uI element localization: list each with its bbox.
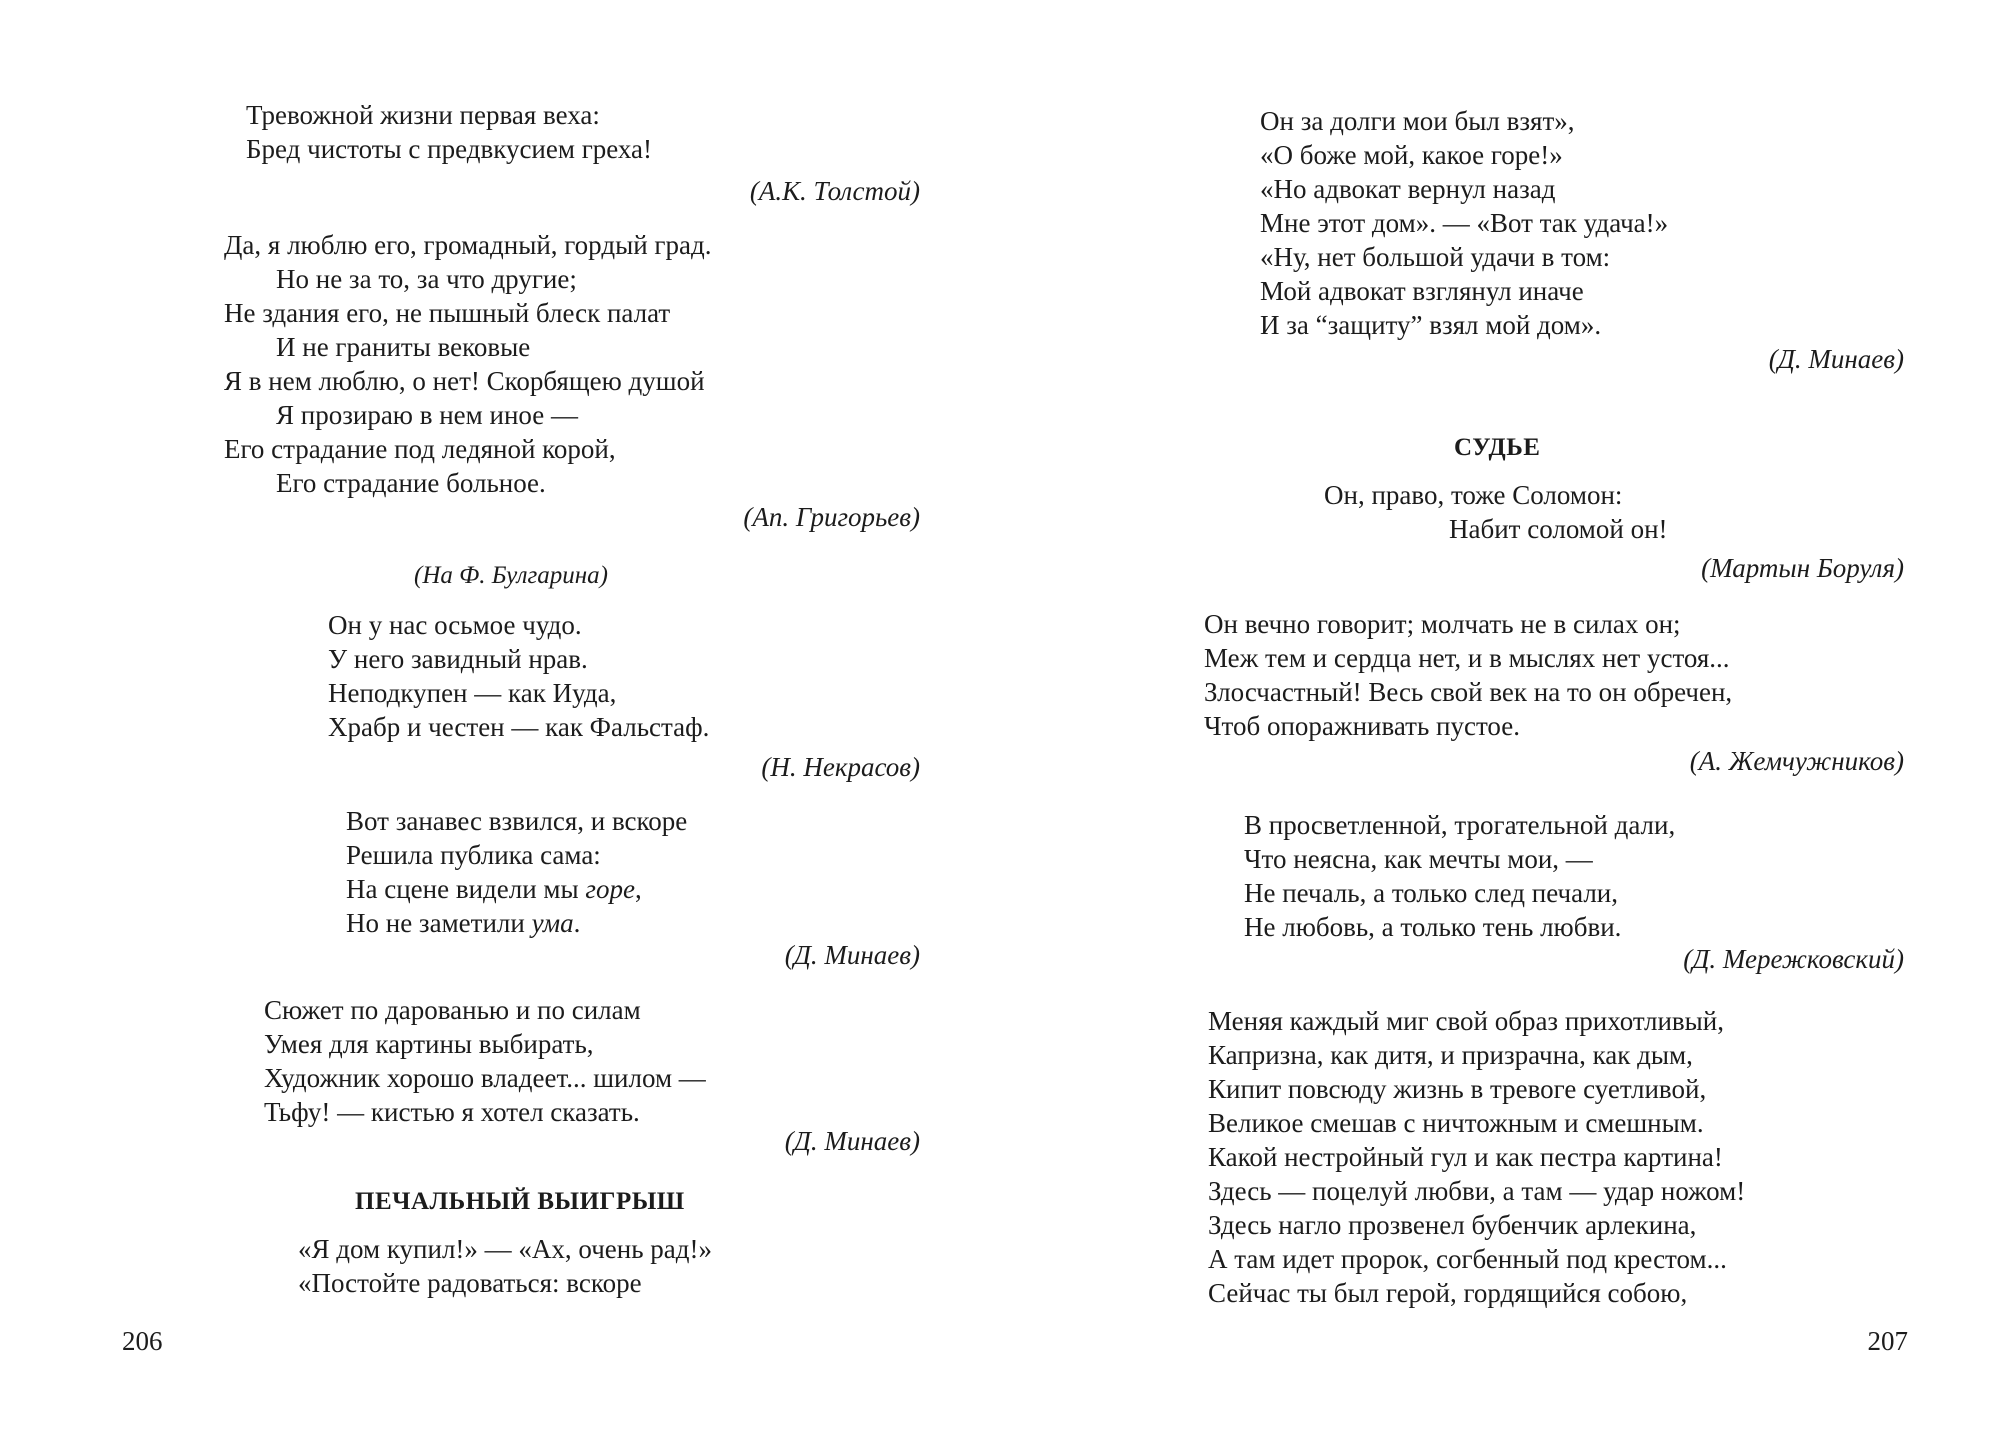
poem-block: [1208, 1004, 1745, 1310]
poem-line: [346, 872, 687, 906]
author-attribution: (Н. Некрасов): [761, 752, 920, 782]
poem-line: Какой нестройный гул и как пестра картина!: [1208, 1142, 1723, 1172]
poem-line: Здесь — поцелуй любви, а там — удар ножом!: [1208, 1176, 1746, 1206]
author-attribution: (Ап. Григорьев): [743, 502, 920, 532]
poem-line: Не здания его, не пышный блеск палат: [224, 298, 671, 328]
poem-line: Мой адвокат взглянул иначе: [1260, 276, 1584, 306]
emphasis-word: ума: [531, 908, 574, 938]
poem-line: Что неясна, как мечты мои, —: [1244, 844, 1593, 874]
poem-line: Его страдание больное.: [276, 468, 546, 498]
author-attribution: (Д. Минаев): [1768, 344, 1904, 374]
poem-line: Набит соломой он!: [1449, 514, 1668, 544]
poem-line: Сюжет по дарованью и по силам: [264, 995, 641, 1025]
poem-line: Храбр и честен — как Фальстаф.: [328, 712, 710, 742]
poem-line: Тьфу! — кистью я хотел сказать.: [264, 1097, 640, 1127]
poem-line: Он у нас осьмое чудо.: [328, 610, 582, 640]
poem-line: Он вечно говорит; молчать не в силах он;: [1204, 609, 1681, 639]
poem-line: Неподкупен — как Иуда,: [328, 678, 617, 708]
poem-block: [264, 993, 706, 1129]
poem-title: ПЕЧАЛЬНЫЙ ВЫИГРЫШ: [355, 1188, 685, 1215]
poem-title: СУДЬЕ: [1454, 434, 1541, 461]
poem-line: Он, право, тоже Соломон:: [1324, 480, 1623, 510]
poem-block: [1260, 104, 1668, 342]
poem-subtitle: (На Ф. Булгарина): [414, 562, 608, 589]
poem-line: В просветленной, трогательной дали,: [1244, 810, 1676, 840]
line-text: Но не заметили: [346, 908, 532, 938]
poem-line: Меняя каждый миг свой образ прихотливый,: [1208, 1006, 1724, 1036]
line-text: .: [573, 908, 581, 938]
poem-line: Я в нем люблю, о нет! Скорбящею душой: [224, 366, 705, 396]
poem-line: «Ну, нет большой удачи в том:: [1260, 242, 1611, 272]
line-text: ,: [634, 874, 642, 904]
poem-line: Я прозираю в нем иное —: [276, 400, 578, 430]
poem-line: Решила публика сама:: [346, 840, 601, 870]
poem-line: Умея для картины выбирать,: [264, 1029, 594, 1059]
poem-line: Тревожной жизни первая веха:: [246, 100, 600, 130]
poem-line: Злосчастный! Весь свой век на то он обречен,: [1204, 677, 1733, 707]
poem-line: Он за долги мои был взят»,: [1260, 106, 1575, 136]
emphasis-word: горе: [585, 874, 635, 904]
poem-line: [346, 906, 687, 940]
author-attribution: (Мартын Боруля): [1701, 553, 1904, 583]
poem-block: [224, 228, 711, 500]
poem-line: Бред чистоты с предвкусием греха!: [246, 134, 653, 164]
page-number: 206: [122, 1326, 163, 1356]
poem-line: Вот занавес взвился, и вскоре: [346, 806, 688, 836]
poem-line: Чтоб опоражнивать пустое.: [1204, 711, 1520, 741]
line-text: На сцене видели мы: [346, 874, 586, 904]
poem-line: Не печаль, а только след печали,: [1244, 878, 1618, 908]
poem-line: «Но адвокат вернул назад: [1260, 174, 1556, 204]
poem-block: [246, 98, 652, 166]
poem-block: [1244, 808, 1675, 944]
poem-line: Меж тем и сердца нет, и в мыслях нет устоя...: [1204, 643, 1730, 673]
poem-line: «О боже мой, какое горе!»: [1260, 140, 1563, 170]
author-attribution: (А.К. Толстой): [749, 176, 920, 206]
poem-block: [1204, 607, 1732, 743]
author-attribution: (Д. Мережковский): [1683, 944, 1904, 974]
page-number: 207: [1867, 1326, 1908, 1356]
author-attribution: (Д. Минаев): [784, 940, 920, 970]
poem-line: И не граниты вековые: [276, 332, 531, 362]
poem-line: Великое смешав с ничтожным и смешным.: [1208, 1108, 1704, 1138]
poem-line: Его страдание под ледяной корой,: [224, 434, 616, 464]
poem-line: Не любовь, а только тень любви.: [1244, 912, 1622, 942]
poem-line: Кипит повсюду жизнь в тревоге суетливой,: [1208, 1074, 1707, 1104]
poem-block: [298, 1232, 712, 1300]
author-attribution: (Д. Минаев): [784, 1126, 920, 1156]
poem-line: «Я дом купил!» — «Ах, очень рад!»: [298, 1234, 713, 1264]
poem-line: У него завидный нрав.: [328, 644, 588, 674]
poem-line: Сейчас ты был герой, гордящийся собою,: [1208, 1278, 1688, 1308]
author-attribution: (А. Жемчужников): [1689, 746, 1904, 776]
poem-line: «Постойте радоваться: вскоре: [298, 1268, 642, 1298]
poem-line: Да, я люблю его, громадный, гордый град.: [224, 230, 712, 260]
poem-line: Капризна, как дитя, и призрачна, как дым,: [1208, 1040, 1693, 1070]
poem-block: [1324, 478, 1668, 546]
poem-block: [346, 804, 687, 940]
poem-line: И за “защиту” взял мой дом».: [1260, 310, 1602, 340]
poem-line: А там идет пророк, согбенный под крестом...: [1208, 1244, 1727, 1274]
poem-line: Художник хорошо владеет... шилом —: [264, 1063, 706, 1093]
poem-line: Мне этот дом». — «Вот так удача!»: [1260, 208, 1669, 238]
poem-line: Здесь нагло прозвенел бубенчик арлекина,: [1208, 1210, 1697, 1240]
right-page: [1000, 0, 2000, 1429]
poem-line: Но не за то, за что другие;: [276, 264, 577, 294]
poem-block: [328, 608, 709, 744]
